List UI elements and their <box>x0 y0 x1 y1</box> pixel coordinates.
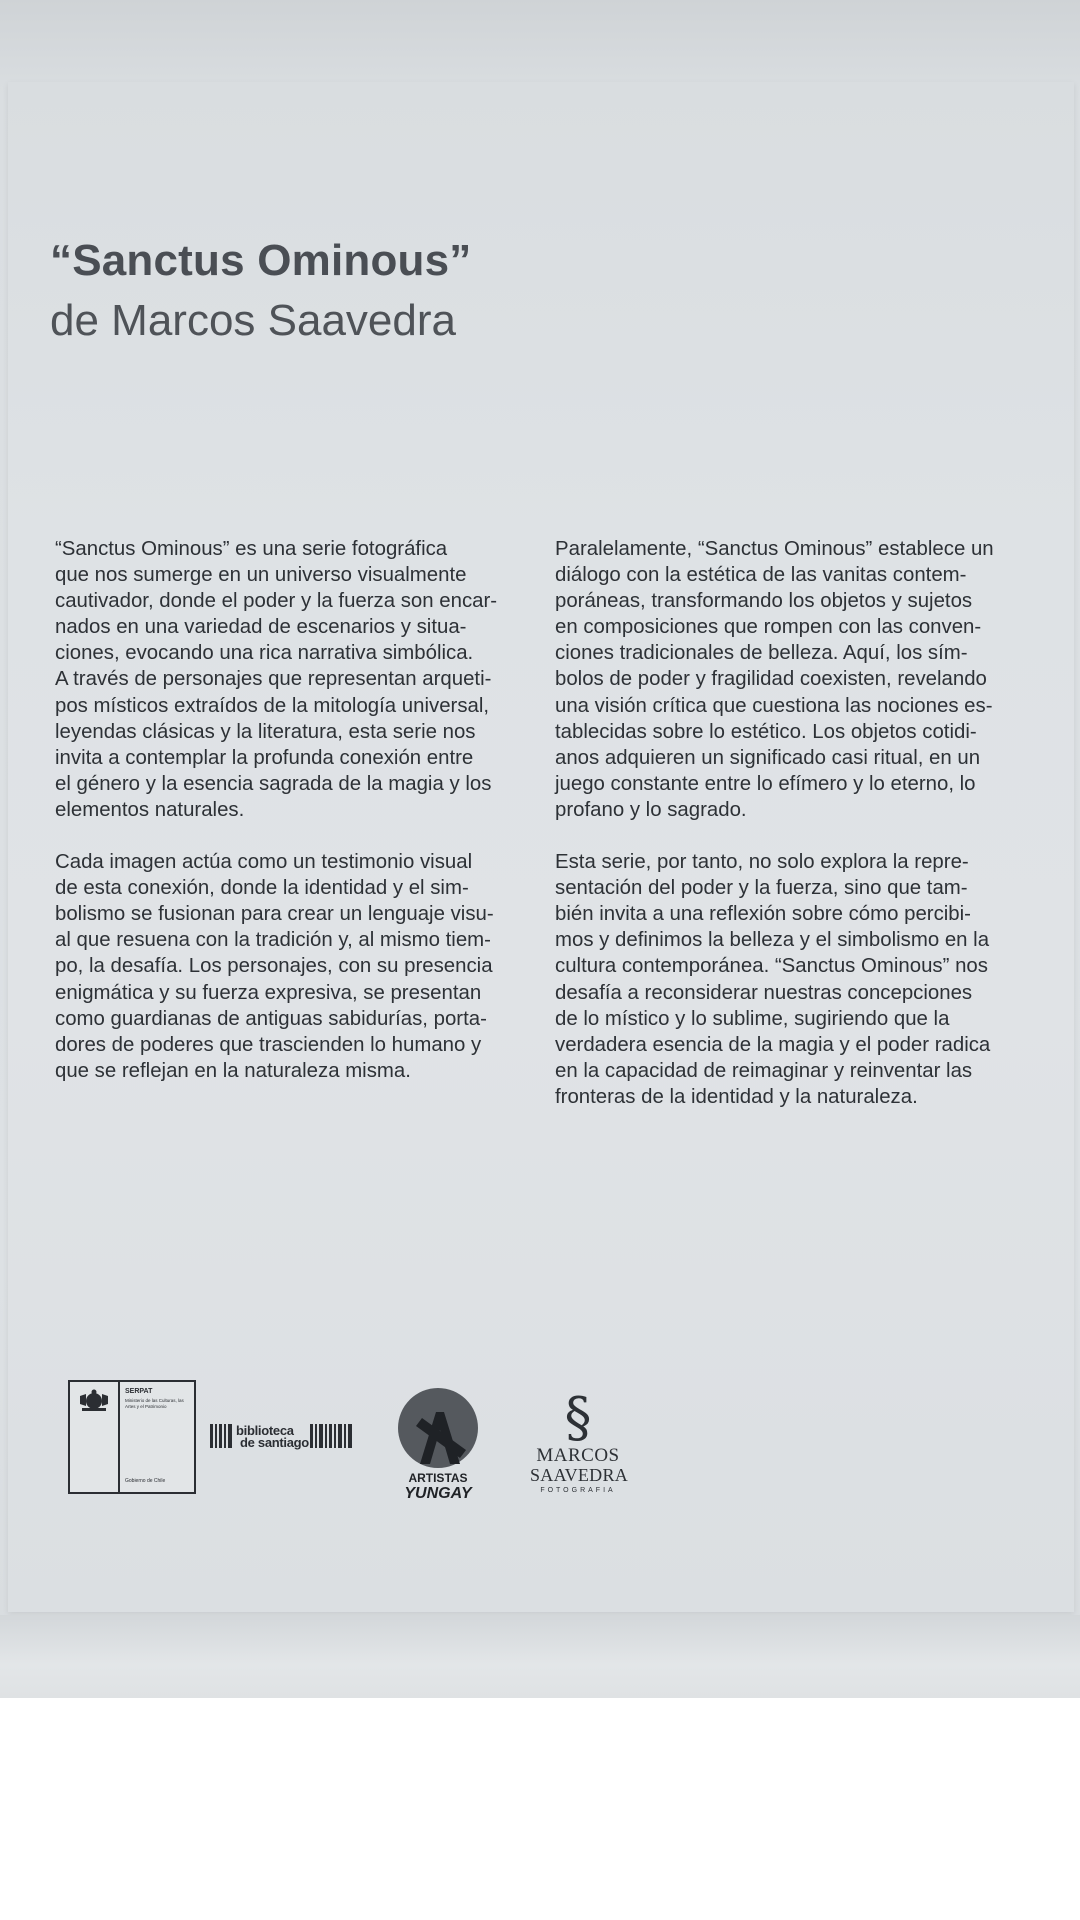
ministerio-label: Ministerio de las Culturas, las Artes y el Patrimonio <box>125 1398 184 1409</box>
biblioteca-santiago-logo <box>210 1422 352 1450</box>
marcos-label: MARCOS <box>536 1445 620 1466</box>
text-line: profano y lo sagrado. <box>555 798 747 821</box>
barcode-icon <box>310 1424 352 1448</box>
text-line: cultura contemporánea. “Sanctus Ominous” nos <box>555 955 988 978</box>
text-column-right <box>555 536 1055 1136</box>
text-line: que se reflejan en la naturaleza misma. <box>55 1059 411 1082</box>
text-line: de esta conexión, donde la identidad y el sim- <box>55 877 469 900</box>
paragraph <box>555 849 1055 1110</box>
paragraph <box>55 849 535 1084</box>
text-line: bolismo se fusionan para crear un lenguaje visu- <box>55 903 494 926</box>
text-line: como guardianas de antiguas sabidurías, porta- <box>55 1007 487 1030</box>
text-line: fronteras de la identidad y la naturaleza. <box>555 1085 918 1108</box>
text-line: invita a contemplar la profunda conexión entre <box>55 746 474 769</box>
text-line: ciones, evocando una rica narrativa simbólica. <box>55 642 474 665</box>
text-line: Paralelamente, “Sanctus Ominous” establece un <box>555 538 994 560</box>
text-line: bién invita a una reflexión sobre cómo percibi- <box>555 903 971 926</box>
exhibit-subtitle: de Marcos Saavedra <box>50 296 456 345</box>
text-line: po, la desafía. Los personajes, con su presencia <box>55 955 493 978</box>
text-line: Esta serie, por tanto, no solo explora la repre- <box>555 851 969 874</box>
artistas-label: ARTISTAS <box>408 1471 468 1485</box>
text-line: dores de poderes que trascienden lo humano y <box>55 1033 482 1056</box>
text-line: pos místicos extraídos de la mitología universal, <box>55 694 490 717</box>
text-line: A través de personajes que representan arqueti- <box>55 668 492 691</box>
barcode-icon <box>210 1424 234 1448</box>
text-line: enigmática y su fuerza expresiva, se presentan <box>55 981 482 1004</box>
text-line: tablecidas sobre lo estético. Los objetos cotidi- <box>555 720 977 743</box>
gobierno-label: Gobierno de Chile <box>125 1478 166 1484</box>
text-line: en composiciones que rompen con las conven- <box>555 616 982 639</box>
section-sign-icon: § <box>564 1386 592 1449</box>
text-line: Cada imagen actúa como un testimonio visual <box>55 851 473 874</box>
gobierno-chile-logo <box>68 1380 196 1494</box>
text-line: poráneas, transformando los objetos y sujetos <box>555 590 973 613</box>
text-line: leyendas clásicas y la literatura, esta serie nos <box>55 720 476 743</box>
text-line: anos adquieren un significado casi ritual, en un <box>555 746 981 769</box>
text-column-left <box>55 536 535 1110</box>
text-line: en la capacidad de reimaginar y reinventar las <box>555 1059 973 1082</box>
exhibit-title: “Sanctus Ominous” <box>50 236 472 285</box>
text-line: elementos naturales. <box>55 798 245 821</box>
paragraph <box>55 536 535 823</box>
text-line: que nos sumerge en un universo visualmente <box>55 564 467 587</box>
text-line: sentación del poder y la fuerza, sino que tam- <box>555 877 968 900</box>
text-line: desafía a reconsiderar nuestras concepciones <box>555 981 973 1004</box>
text-line: juego constante entre lo efímero y lo eterno, lo <box>555 772 976 795</box>
text-line: cautivador, donde el poder y la fuerza son encar- <box>55 590 498 613</box>
text-line: nados en una variedad de escenarios y situa- <box>55 616 467 639</box>
text-line: ciones tradicionales de belleza. Aquí, los sím- <box>555 642 968 665</box>
text-line: al que resuena con la tradición y, al mismo tiem- <box>55 929 491 952</box>
marcos-saavedra-logo <box>530 1386 629 1510</box>
artistas-yungay-logo <box>396 1386 480 1506</box>
text-line: “Sanctus Ominous” es una serie fotográfica <box>55 538 448 560</box>
fotografia-label: FOTOGRAFIA <box>540 1487 616 1494</box>
logo-divider <box>118 1382 120 1492</box>
text-line: mos y definimos la belleza y el simbolismo en la <box>555 929 990 952</box>
text-line: verdadera esencia de la magia y el poder radica <box>555 1033 991 1056</box>
yungay-label: YUNGAY <box>404 1485 472 1502</box>
sponsor-logos <box>0 1380 1080 1510</box>
wall-top <box>0 0 1080 80</box>
text-line: bolos de poder y fragilidad coexisten, revelando <box>555 668 987 691</box>
serpat-label: SERPAT <box>125 1388 153 1395</box>
wall-bottom <box>0 1615 1080 1698</box>
saavedra-label: SAAVEDRA <box>530 1465 629 1485</box>
text-line: una visión crítica que cuestiona las nociones es- <box>555 694 993 717</box>
paragraph <box>555 536 1055 823</box>
text-line: el género y la esencia sagrada de la magia y los <box>55 772 492 795</box>
coat-of-arms-icon <box>76 1388 112 1412</box>
text-line: de lo místico y lo sublime, sugiriendo que la <box>555 1007 950 1030</box>
biblioteca-line2: de santiago <box>240 1435 309 1450</box>
text-line: diálogo con la estética de las vanitas contem- <box>555 564 967 587</box>
biblioteca-line1: biblioteca <box>236 1423 294 1438</box>
